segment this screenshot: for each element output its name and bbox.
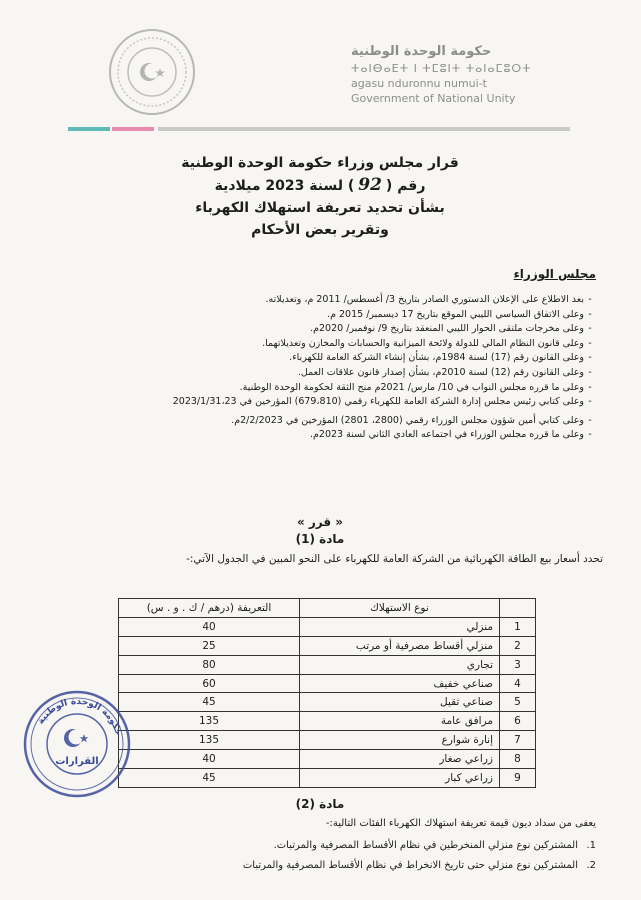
article-2-heading: مادة (2)	[295, 797, 345, 811]
header-band-teal	[68, 127, 110, 131]
gov-name-latin: agasu nduronnu numui-t	[351, 77, 487, 90]
tariff-table	[118, 598, 536, 788]
gov-name-english: Government of National Unity	[351, 92, 516, 105]
number-prefix: رقم (	[385, 178, 426, 194]
table-row: 9 زراعي كبار 45	[119, 769, 536, 788]
decided-heading: « قرر »	[296, 515, 344, 529]
clause-item: - وعلى مخرجات ملتقى الحوار الليبي المنعقد بتاريخ 9/ نوفمبر/ 2020م.	[310, 323, 592, 335]
header-band-grey	[158, 127, 570, 131]
preamble-clauses	[76, 293, 596, 443]
clause-item: - وعلى الاتفاق السياسي الليبي الموقع بتاريخ 17 ديسمبر/ 2015 م.	[327, 308, 592, 320]
clause-item: - بعد الاطلاع على الإعلان الدستوري الصادر بتاريخ 3/ أغسطس/ 2011 م، وتعديلاته.	[265, 294, 592, 305]
handwritten-number: 92	[358, 175, 382, 195]
title-line-number	[120, 174, 520, 197]
clause-item: - وعلى كتابي أمين شؤون مجلس الوزراء رقمي (2800، 2801) المؤرخين في 2/2/2023م.	[231, 414, 592, 426]
clause-item: - وعلى قانون النظام المالي للدولة ولائحة الميزانية والحسابات والمخازن وتعديلاتهما.	[262, 337, 592, 349]
clause-item: - وعلى ما قرره مجلس النواب في 10/ مارس/ 2021م منح الثقة لحكومة الوحدة الوطنية.	[239, 381, 592, 393]
article-1-text: تحدد أسعار بيع الطاقة الكهربائية من الشركة العامة للكهرباء على النحو المبين في الجدول الآتي:-	[186, 553, 603, 565]
gov-name-tifinagh: ⵜⴰⵏⴱⴰⴹⵜ ⵏ ⵜⵎⵓⵏⵜ ⵜⴰⵏⴰⵎⵓⵔⵜ	[351, 62, 532, 75]
gov-name-arabic: حكومة الوحدة الوطنية	[351, 44, 492, 59]
stamp-center-text: القرارات	[55, 756, 99, 767]
table-row: 5 صناعي ثقيل 45	[119, 693, 536, 712]
list-item: 1. المشتركين نوع منزلي المنخرطين في نظام الأقساط المصرفية والمرتبات.	[273, 840, 596, 851]
article-2-text: يعفى من سداد ديون قيمة تعريفة استهلاك الكهرباء الفئات التالية:-	[325, 818, 596, 829]
clause-item: - وعلى ما قرره مجلس الوزراء في اجتماعه العادي الثاني لسنة 2023م.	[310, 429, 592, 441]
table-row: 3 تجاري 80	[119, 655, 536, 674]
header-type: نوع الاستهلاك	[300, 599, 500, 618]
stamp-ring-text: حكومة الوحدة الوطنية	[35, 696, 124, 737]
table-header-row	[119, 599, 536, 618]
number-suffix: ) لسنة 2023 ميلادية	[214, 178, 355, 194]
government-header	[351, 44, 581, 105]
council-label: مجلس الوزراء	[513, 267, 596, 281]
emblem-logo	[108, 28, 196, 116]
clause-item: - وعلى كتابي رئيس مجلس إدارة الشركة العامة للكهرباء رقمي (679،810) المؤرخين في 2023/1/31،23	[172, 396, 592, 408]
decision-title	[120, 152, 520, 241]
clause-item: - وعلى القانون رقم (12) لسنة 2010م، بشأن إصدار قانون علاقات العمل.	[297, 366, 592, 378]
article-1-heading: مادة (1)	[295, 532, 345, 546]
title-line-3: بشأن تحديد تعريفة استهلاك الكهرباء	[195, 200, 445, 216]
title-line-1: قرار مجلس وزراء حكومة الوحدة الوطنية	[181, 155, 459, 171]
header-rate: التعريفة (درهم / ك . و . س)	[119, 599, 300, 618]
title-line-4: وتقرير بعض الأحكام	[251, 222, 389, 238]
list-item: 2. المشتركين نوع منزلي حتى تاريخ الانخراط في نظام الأقساط المصرفية والمرتبات	[242, 860, 596, 871]
article-2-list	[56, 836, 596, 876]
header-band-pink	[112, 127, 154, 131]
header-num	[500, 599, 536, 618]
official-stamp	[22, 688, 132, 800]
table-row: 6 مرافق عامة 135	[119, 712, 536, 731]
table-row: 8 زراعي صغار 40	[119, 750, 536, 769]
clause-item: - وعلى القانون رقم (17) لسنة 1984م، بشأن إنشاء الشركة العامة للكهرباء.	[289, 352, 592, 364]
table-row: 4 صناعي خفيف 60	[119, 674, 536, 693]
table-row: 7 إنارة شوارع 135	[119, 731, 536, 750]
table-row: 1 منزلي 40	[119, 617, 536, 636]
table-row: 2 منزلي أقساط مصرفية أو مرتب 25	[119, 636, 536, 655]
